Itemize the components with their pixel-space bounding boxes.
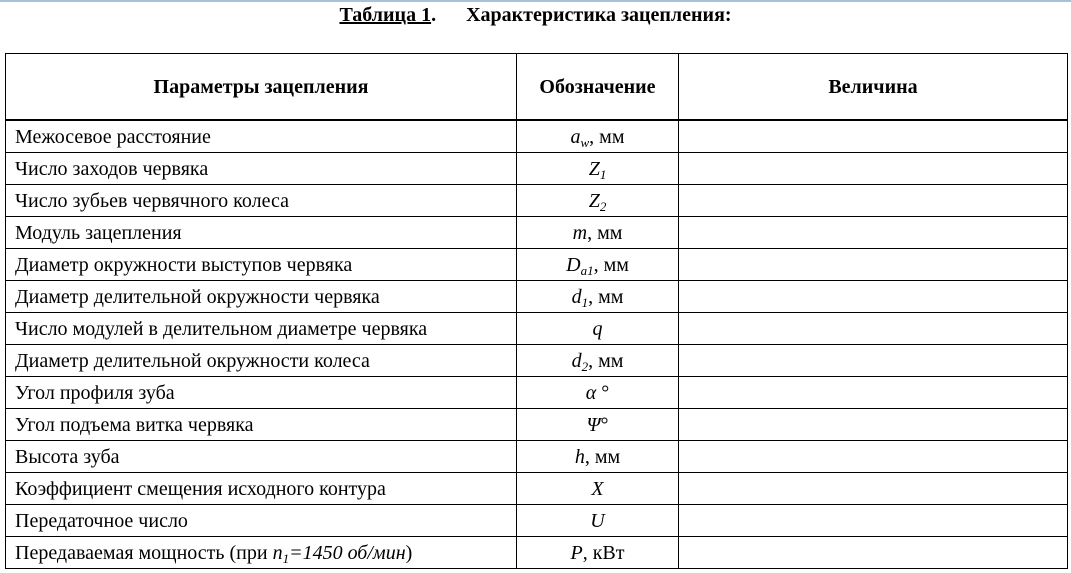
param-text-end: )	[405, 541, 413, 564]
symbol-unit: °	[596, 381, 610, 404]
symbol-cell	[517, 217, 679, 249]
symbol-unit: , мм	[588, 285, 624, 308]
value-cell[interactable]	[679, 377, 1068, 409]
symbol-unit: , мм	[587, 221, 623, 244]
param-name-cell: Коэффициент смещения исходного контура	[6, 473, 517, 505]
symbol-letter: q	[592, 317, 603, 340]
symbol-cell	[517, 120, 679, 153]
value-cell[interactable]	[679, 409, 1068, 441]
symbol-letter: α	[585, 381, 597, 404]
value-cell[interactable]	[679, 441, 1068, 473]
symbol-letter: Ψ	[586, 413, 601, 436]
table-row	[6, 345, 1068, 377]
param-symbol: n	[272, 541, 283, 564]
header-param: Параметры зацепления	[6, 54, 517, 121]
symbol-unit: °	[600, 413, 609, 436]
table-row	[6, 249, 1068, 281]
param-name-cell: Число заходов червяка	[6, 153, 517, 185]
table-row	[6, 185, 1068, 217]
symbol-letter: d	[571, 349, 582, 372]
symbol-letter: d	[571, 285, 582, 308]
symbol-subscript: a1	[580, 262, 594, 278]
param-name-cell: Межосевое расстояние	[6, 120, 517, 153]
value-cell[interactable]	[679, 217, 1068, 249]
symbol-cell	[517, 409, 679, 441]
table-row	[6, 473, 1068, 505]
value-cell[interactable]	[679, 537, 1068, 569]
symbol-letter: U	[590, 509, 605, 532]
param-name-cell: Число зубьев червячного колеса	[6, 185, 517, 217]
symbol-letter: X	[591, 477, 604, 500]
symbol-unit: , мм	[584, 445, 621, 468]
table-body	[6, 120, 1068, 569]
symbol-subscript: w	[580, 134, 590, 150]
param-text-post: =1450 об/мин	[289, 541, 406, 564]
symbol-subscript: 2	[581, 358, 589, 374]
symbol-letter: m	[572, 221, 588, 244]
table-row	[6, 281, 1068, 313]
value-cell[interactable]	[679, 473, 1068, 505]
symbol-cell	[517, 441, 679, 473]
table-row	[6, 377, 1068, 409]
value-cell[interactable]	[679, 313, 1068, 345]
param-name-cell: Число модулей в делительном диаметре червяка	[6, 313, 517, 345]
param-name-cell	[6, 537, 517, 569]
symbol-letter: Z	[588, 157, 600, 180]
table-row	[6, 120, 1068, 153]
table-row	[6, 505, 1068, 537]
symbol-cell	[517, 281, 679, 313]
symbol-letter: h	[574, 445, 585, 468]
gear-characteristics-table	[5, 53, 1068, 569]
table-header-row	[6, 54, 1068, 121]
symbol-cell	[517, 249, 679, 281]
param-symbol-subscript: 1	[282, 550, 290, 566]
value-cell[interactable]	[679, 120, 1068, 153]
param-name-cell: Диаметр делительной окружности колеса	[6, 345, 517, 377]
symbol-cell	[517, 505, 679, 537]
symbol-subscript: 1	[581, 294, 589, 310]
symbol-letter: P	[570, 541, 583, 564]
value-cell[interactable]	[679, 153, 1068, 185]
table-row	[6, 217, 1068, 249]
table-caption: Таблица 1. Характеристика зацепления:	[339, 4, 732, 26]
symbol-cell	[517, 537, 679, 569]
symbol-cell	[517, 185, 679, 217]
symbol-unit: , мм	[589, 125, 625, 148]
caption-label: Таблица 1	[339, 4, 432, 26]
table-row	[6, 441, 1068, 473]
symbol-unit: , мм	[593, 253, 629, 276]
param-name-cell: Передаточное число	[6, 505, 517, 537]
symbol-letter: Z	[588, 189, 600, 212]
value-cell[interactable]	[679, 505, 1068, 537]
param-name-cell: Модуль зацепления	[6, 217, 517, 249]
table-row	[6, 537, 1068, 569]
param-name-cell: Угол профиля зуба	[6, 377, 517, 409]
header-symbol: Обозначение	[517, 54, 679, 121]
symbol-cell	[517, 153, 679, 185]
symbol-letter: a	[570, 125, 581, 148]
table-row	[6, 313, 1068, 345]
param-text-pre: Передаваемая мощность (при	[15, 541, 273, 564]
symbol-letter: D	[566, 253, 581, 276]
symbol-unit: , мм	[588, 349, 624, 372]
symbol-cell	[517, 345, 679, 377]
symbol-cell	[517, 473, 679, 505]
param-name-cell: Диаметр делительной окружности червяка	[6, 281, 517, 313]
symbol-cell	[517, 377, 679, 409]
table-row	[6, 153, 1068, 185]
symbol-subscript: 2	[599, 198, 607, 214]
symbol-unit: , кВт	[582, 541, 625, 564]
symbol-subscript: 1	[599, 166, 607, 182]
value-cell[interactable]	[679, 185, 1068, 217]
caption-title: Характеристика зацепления:	[466, 4, 732, 26]
param-name-cell: Угол подъема витка червяка	[6, 409, 517, 441]
value-cell[interactable]	[679, 345, 1068, 377]
param-name-cell: Диаметр окружности выступов червяка	[6, 249, 517, 281]
header-value: Величина	[679, 54, 1068, 121]
param-name-cell: Высота зуба	[6, 441, 517, 473]
symbol-cell	[517, 313, 679, 345]
value-cell[interactable]	[679, 281, 1068, 313]
value-cell[interactable]	[679, 249, 1068, 281]
table-row	[6, 409, 1068, 441]
